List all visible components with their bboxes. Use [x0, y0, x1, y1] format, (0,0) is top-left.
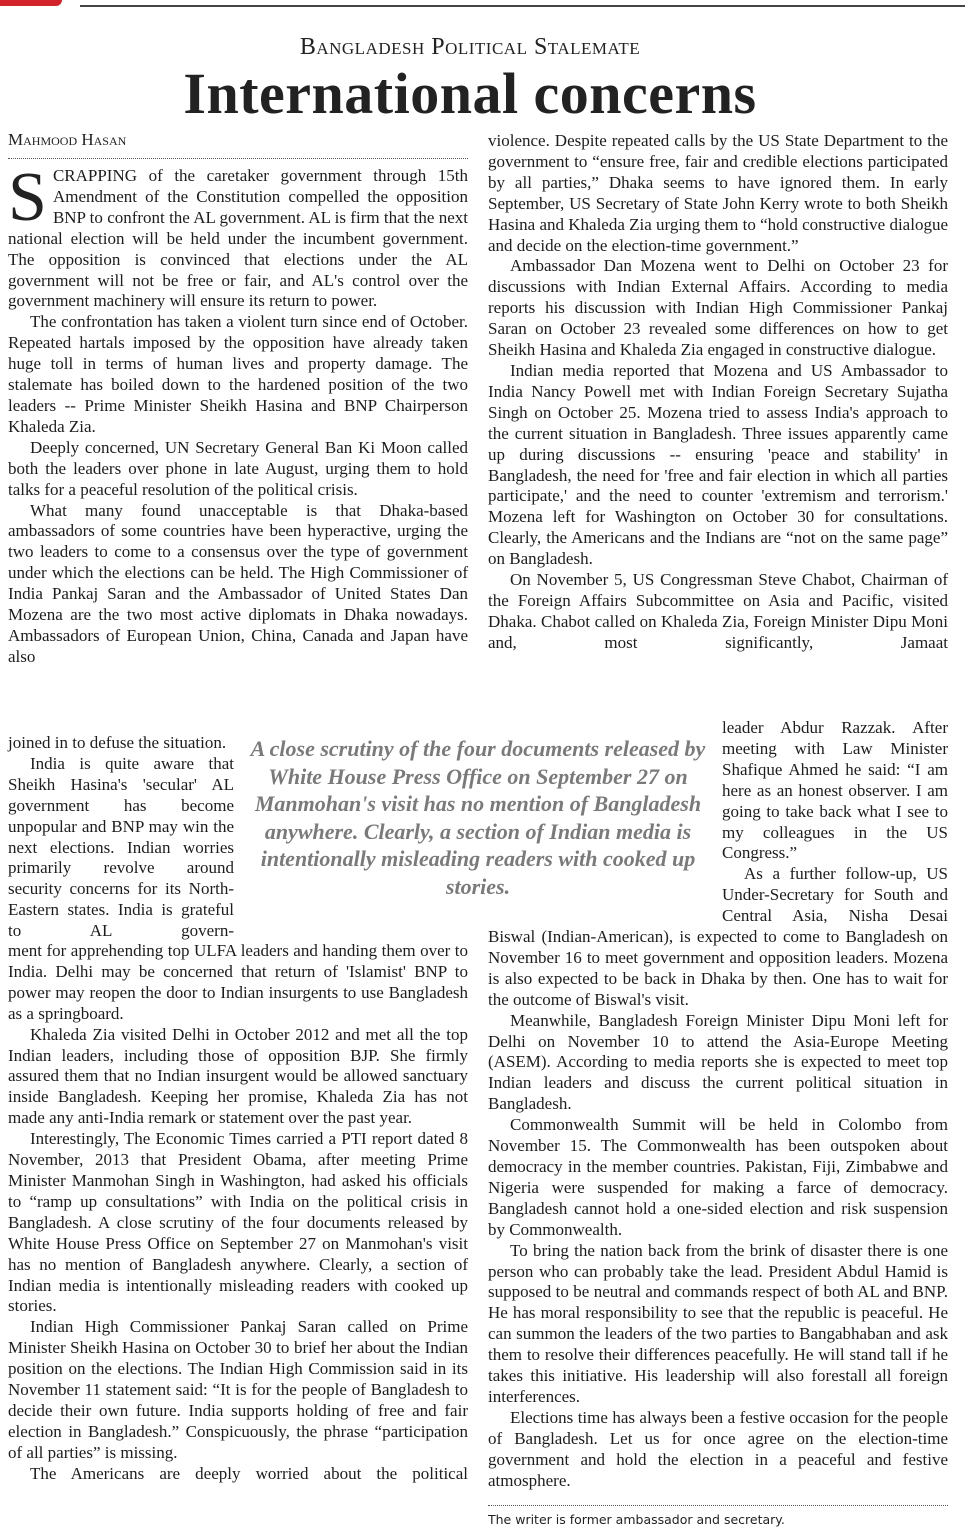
- pull-quote: A close scrutiny of the four documents released by White House Press Office on September 27 on Manmohan's visit has no mention of Bangladesh anywhere. Clearly, a section of Indian media is intentionally misleading readers with cooked up stories.: [250, 736, 706, 899]
- right-column-top: [488, 131, 948, 654]
- article-paragraph: Khaleda Zia visited Delhi in October 2012 and met all the top Indian leaders, including those of opposition BJP. She firmly assured them that no Indian insurgent would be allowed sanctuary inside Bangladesh. Keeping her promise, Khaleda Zia has not made any anti-India remark or statement over the past year.: [8, 1024, 468, 1128]
- byline-divider: [8, 158, 468, 159]
- byline: Mahmood Hasan: [8, 130, 127, 149]
- right-column-bottom: [488, 927, 948, 1491]
- article-paragraph: violence. Despite repeated calls by the US State Department to the government to “ensure free, fair and credible elections participated by all parties,” Dhaka seems to have ignored them. In early September, US Secretary of State John Kerry wrote to both Sheikh Hasina and Khaleda Zia urging them to “hold constructive dialogue and decide on the election-time government.”: [488, 131, 948, 255]
- article-paragraph: leader Abdur Razzak. After meeting with Law Minister Shafique Ahmed he said: “I am here as an honest observer. I am going to take back what I see to my colleagues in the US Congress.”: [722, 718, 948, 863]
- article-paragraph: On November 5, US Congressman Steve Chabot, Chairman of the Foreign Affairs Subcommittee on Asia and Pacific, visited Dhaka. Chabot called on Khaleda Zia, Foreign Minister Dipu Moni and, most significantly, Jamaat: [488, 570, 948, 652]
- article-paragraph: Commonwealth Summit will be held in Colombo from November 15. The Commonwealth has been outspoken about democracy in the member countries. Pakistan, Fiji, Zimbabwe and Nigeria were suspended for making a farce of democracy. Bangladesh cannot hold a one-sided election and risk suspension by Commonwealth.: [488, 1115, 948, 1239]
- left-column-bottom: [8, 941, 468, 1485]
- page-number-logo: [0, 0, 62, 6]
- article-paragraph: Indian media reported that Mozena and US Ambassador to India Nancy Powell met with Indian Foreign Secretary Sujatha Singh on October 25. Mozena tried to assess India's approach to the current situation in Bangladesh. Three issues apparently came up during discussions -- ensuring 'peace and stability' in Bangladesh, the need for 'free and fair election in which all parties participate,' and the need to counter 'extremism and terrorism.' Mozena left for Washington on October 30 for consultations. Clearly, the Americans and the Indians are “not on the same page” on Bangladesh.: [488, 360, 948, 569]
- article-paragraph: India is quite aware that Sheikh Hasina's 'secular' AL government has become unpopular and BNP may win the next elections. Indian worries primarily revolve around security concerns for its North-Eastern states. India is grateful to AL govern-: [8, 753, 234, 941]
- article-paragraph: Meanwhile, Bangladesh Foreign Minister Dipu Moni left for Delhi on November 10 to attend the Asia-Europe Meeting (ASEM). According to media reports she is expected to meet top Indian leaders and discuss the current political situation in Bangladesh.: [488, 1010, 948, 1114]
- article-paragraph: ment for apprehending top ULFA leaders and handing them over to India. Delhi may be concerned that return of 'Islamist' BNP to power may reopen the door to Indian insurgents to use Bangladesh as a springboard.: [8, 941, 468, 1023]
- article-paragraph: Deeply concerned, UN Secretary General Ban Ki Moon called both the leaders over phone in late August, urging them to hold talks for a peaceful resolution of the political crisis.: [8, 437, 468, 499]
- article-paragraph: Biswal (Indian-American), is expected to come to Bangladesh on November 16 to meet government and opposition leaders. Mozena is also expected to be back in Dhaka by then. One has to wait for the outcome of Biswal's visit.: [488, 927, 948, 1009]
- left-column-narrow: [8, 733, 234, 942]
- article-paragraph: The Americans are deeply worried about the political: [30, 1463, 468, 1483]
- article-paragraph: [8, 159, 468, 312]
- right-column-narrow: [722, 718, 948, 927]
- article-paragraph: Ambassador Dan Mozena went to Delhi on October 23 for discussions with Indian External Affairs. According to media reports his discussion with Indian High Commissioner Pankaj Saran on October 23 revealed some differences on how to get Sheikh Hasina and Khaleda Zia engaged in constructive dialogue.: [488, 256, 948, 360]
- header-rule: [80, 5, 965, 7]
- left-column-top: [8, 159, 468, 668]
- article-paragraph: The confrontation has taken a violent turn since end of October. Repeated hartals imposed by the opposition have already taken huge toll in terms of human lives and property damage. The stalemate has boiled down to the hardened position of the two leaders -- Prime Minister Sheikh Hasina and BNP Chairperson Khaleda Zia.: [8, 312, 468, 436]
- article-paragraph: What many found unacceptable is that Dhaka-based ambassadors of some countries have been hyperactive, urging the two leaders to come to a consensus over the type of government under which the elections can be held. The High Commissioner of India Pankaj Saran and the Ambassador of United States Dan Mozena are the two most active diplomats in Dhaka nowadays. Ambassadors of European Union, China, Canada and Japan have also: [8, 500, 468, 666]
- article-paragraph: To bring the nation back from the brink of disaster there is one person who can probably take the lead. President Abdul Hamid is supposed to be neutral and commands respect of both AL and BNP. He has moral responsibility to see that the republic is peaceful. He can summon the leaders of the two parties to Bangabhaban and ask them to resolve their differences peacefully. He will stand tall if he takes this initiative. His leadership will also forestall all foreign interferences.: [488, 1240, 948, 1406]
- article-paragraph: As a further follow-up, US Under-Secretary for South and Central Asia, Nisha Desai: [722, 864, 948, 926]
- drop-cap: S: [8, 159, 47, 236]
- article-paragraph: Interestingly, The Economic Times carried a PTI report dated 8 November, 2013 that President Obama, after meeting Prime Minister Manmohan Singh in Washington, had asked his officials to “ramp up consultations” with India on the political crisis in Bangladesh. A close scrutiny of the four documents released by White House Press Office on September 27 on Manmohan's visit has no mention of Bangladesh anywhere. Clearly, a section of Indian media is intentionally misleading readers with cooked up stories.: [8, 1129, 468, 1316]
- article-kicker: Bangladesh Political Stalemate: [299, 34, 641, 60]
- article-paragraph: Elections time has always been a festive occasion for the people of Bangladesh. Let us for once agree on the election-time government and hold the election in a peaceful and festive atmosphere.: [488, 1407, 948, 1490]
- footer-divider: [488, 1505, 948, 1506]
- article-paragraph: Indian High Commissioner Pankaj Saran called on Prime Minister Sheikh Hasina on October 30 to brief her about the Indian position on the elections. The Indian High Commission said in its November 11 statement said: “It is for the people of Bangladesh to decide their own future. India supports holding of free and fair election in Bangladesh.” Conspicuously, the phrase “participation of all parties” is missing.: [8, 1317, 468, 1462]
- article-headline: International concerns: [183, 61, 757, 126]
- article-paragraph: joined in to defuse the situation.: [8, 733, 227, 752]
- author-note: The writer is former ambassador and secretary.: [488, 1512, 785, 1527]
- paragraph-text: CRAPPING of the caretaker government through 15th Amendment of the Constitution compelled the opposition BNP to confront the AL government. AL is firm that the next national election will be held under the incumbent government. The opposition is convinced that elections under the AL government will not be free or fair, and AL's control over the government machinery will ensure its return to power.: [8, 166, 468, 311]
